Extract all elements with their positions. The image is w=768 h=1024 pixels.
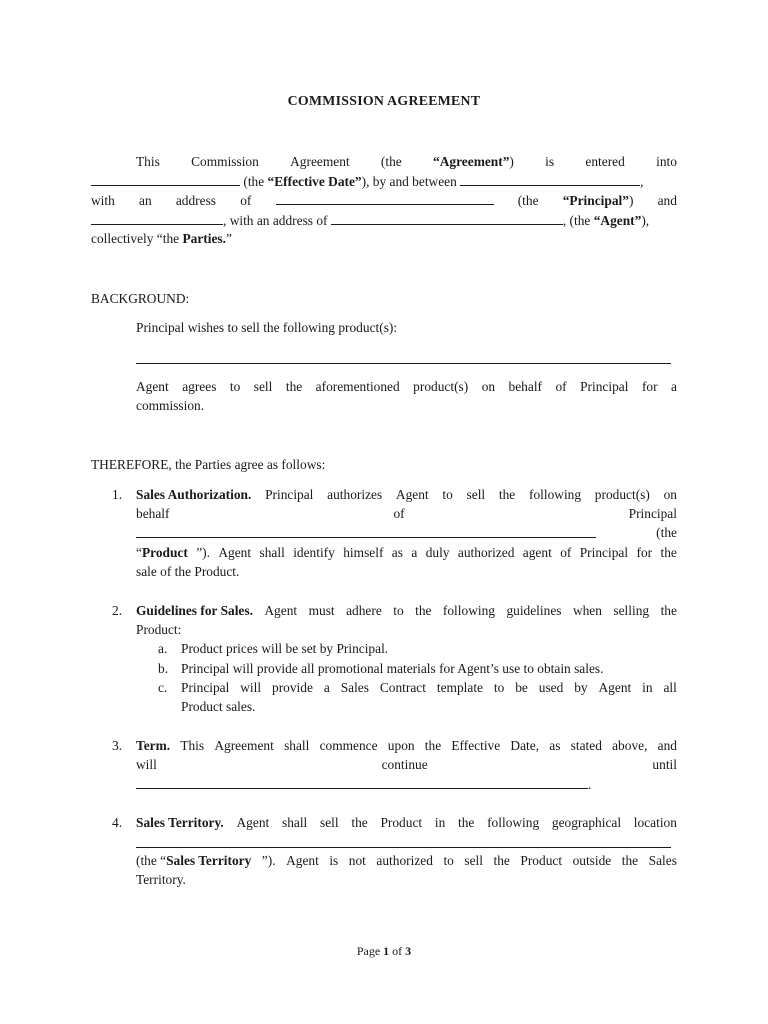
page-of: of — [392, 944, 403, 958]
word: to — [442, 487, 453, 502]
word: location — [633, 815, 677, 830]
page-total: 3 — [405, 944, 412, 958]
principal-address-blank[interactable] — [276, 191, 494, 205]
word: ”). — [196, 545, 210, 560]
parties-term: Parties. — [182, 231, 226, 246]
section-number: 2. — [112, 603, 123, 618]
word: adhere — [346, 603, 382, 618]
word: Contract — [379, 680, 426, 695]
word: Agent — [136, 379, 169, 394]
word: authorizes — [327, 487, 383, 502]
word: selling — [613, 603, 650, 618]
intro-line-5 — [91, 230, 232, 248]
principal-term: “Principal”) — [562, 193, 634, 208]
agent-pre: , (the — [562, 213, 591, 228]
word: for — [641, 379, 658, 394]
word: Sales — [648, 853, 677, 868]
word: be — [515, 680, 528, 695]
word: agrees — [182, 379, 217, 394]
eff-post: ), by and between — [361, 174, 457, 189]
intro-word: an — [139, 193, 152, 208]
word: for — [636, 545, 653, 560]
word: of — [393, 506, 405, 521]
section-3-line-2 — [136, 756, 677, 774]
section-4-line-3 — [136, 852, 677, 870]
word: the — [415, 603, 432, 618]
word: product(s) — [413, 379, 469, 394]
word: stated — [570, 738, 602, 753]
section-heading: Guidelines for Sales. — [136, 603, 253, 618]
product-term: “Product — [136, 545, 188, 560]
word: and — [657, 738, 677, 753]
word: on — [481, 379, 496, 394]
parties-post: ” — [225, 231, 232, 246]
word: to — [393, 603, 404, 618]
word: Principal — [181, 680, 230, 695]
intro-line-1 — [136, 153, 677, 171]
page-footer — [0, 944, 768, 959]
intro-word: with — [91, 193, 115, 208]
word: identify — [293, 545, 335, 560]
word: as — [549, 738, 561, 753]
word: following — [487, 815, 540, 830]
word: the — [285, 379, 303, 394]
list-marker: b. — [158, 661, 169, 676]
word: not — [348, 853, 366, 868]
list-item-continuation: Product sales. — [181, 699, 256, 714]
word: Agent — [598, 680, 632, 695]
word: product(s) — [594, 487, 650, 502]
intro-word: (the — [380, 154, 402, 169]
word: agent — [522, 545, 552, 560]
section-2-line-1 — [136, 602, 677, 620]
section-2-line-2: Product: — [136, 622, 182, 637]
word: the — [621, 853, 639, 868]
section-1-line-4 — [136, 544, 677, 562]
word: the — [351, 815, 368, 830]
word: sell — [464, 853, 483, 868]
party-blank[interactable] — [460, 172, 640, 186]
intro-word: Agreement — [290, 154, 350, 169]
word: Principal — [580, 379, 629, 394]
list-item — [181, 679, 677, 697]
word: Principal — [265, 487, 314, 502]
agent-name-blank[interactable] — [91, 211, 223, 225]
word: of — [555, 379, 567, 394]
agent-mid: , with an address of — [223, 213, 328, 228]
word: sell — [320, 815, 339, 830]
document-title: COMMISSION AGREEMENT — [287, 93, 481, 108]
section-1-line-5: sale of the Product. — [136, 564, 240, 579]
intro-word: entered — [585, 154, 625, 169]
section-heading: Term. — [136, 738, 171, 753]
word: authorized — [376, 853, 433, 868]
list-item: Product prices will be set by Principal. — [181, 641, 389, 656]
background-agent-line-2: commission. — [136, 398, 205, 413]
intro-word: is — [545, 154, 555, 169]
section-1-line-2 — [136, 505, 677, 523]
word: the — [493, 853, 510, 868]
background-agent-line-1 — [136, 378, 677, 396]
intro-word: and — [657, 193, 677, 208]
comma: , — [640, 174, 644, 189]
territory-blank[interactable] — [136, 847, 671, 848]
word: ”). — [261, 853, 276, 868]
word: provide — [272, 680, 313, 695]
word: by — [574, 680, 588, 695]
word: authorized — [457, 545, 515, 560]
word: continue — [381, 757, 428, 772]
word: will — [136, 757, 157, 772]
intro-word: Commission — [191, 154, 259, 169]
word: Principal — [628, 506, 677, 521]
word: the — [424, 738, 442, 753]
section-3-line-1 — [136, 737, 677, 755]
word: when — [572, 603, 602, 618]
word: a — [411, 545, 418, 560]
intro-line-3 — [91, 191, 677, 210]
word: himself — [343, 545, 384, 560]
word: Agent — [286, 853, 319, 868]
word: sell — [253, 379, 273, 394]
term-end-blank[interactable] — [136, 775, 588, 789]
word: commence — [319, 738, 378, 753]
section-number: 4. — [112, 815, 123, 830]
section-heading: Sales Territory. — [136, 815, 224, 830]
word: outside — [572, 853, 612, 868]
word: Product — [520, 853, 563, 868]
agent-post: ), — [641, 213, 650, 228]
word: shall — [259, 545, 285, 560]
word: Agent — [236, 815, 270, 830]
list-marker: c. — [158, 680, 168, 695]
word: in — [434, 815, 446, 830]
word: following — [528, 487, 582, 502]
intro-line-2 — [91, 172, 677, 191]
word: to — [493, 680, 505, 695]
period: . — [588, 777, 592, 792]
word: is — [329, 853, 339, 868]
word: to — [443, 853, 454, 868]
intro-word: into — [656, 154, 677, 169]
agreement-term: “Agreement”) — [433, 154, 514, 169]
word: Agent — [218, 545, 252, 560]
word: in — [642, 680, 653, 695]
section-1-line-1 — [136, 486, 677, 504]
intro-word: This — [136, 154, 160, 169]
word: duly — [425, 545, 450, 560]
word: sell — [466, 487, 486, 502]
the-word: (the — [656, 525, 677, 540]
word: guidelines — [506, 603, 562, 618]
word: Date, — [510, 738, 540, 753]
word: aforementioned — [315, 379, 400, 394]
section-heading: Sales Authorization. — [136, 487, 252, 502]
word: used — [538, 680, 564, 695]
page-word: Page — [356, 944, 381, 958]
word: Effective — [451, 738, 501, 753]
eff-pre: (the — [243, 174, 265, 189]
word: upon — [387, 738, 415, 753]
agent-term: “Agent” — [593, 213, 642, 228]
word: the — [498, 487, 516, 502]
intro-word: of — [240, 193, 252, 208]
word: Agent — [395, 487, 429, 502]
word: the — [458, 815, 475, 830]
word: all — [663, 680, 677, 695]
word: must — [308, 603, 335, 618]
section-3-line-3 — [136, 775, 591, 794]
intro-word: (the — [517, 193, 539, 208]
word: the — [660, 545, 677, 560]
agent-address-blank[interactable] — [331, 211, 563, 225]
word: will — [240, 680, 262, 695]
word: a — [671, 379, 677, 394]
word: as — [391, 545, 403, 560]
page-current: 1 — [383, 944, 390, 958]
list-item: Principal will provide all promotional materials for Agent’s use to obtain sales. — [181, 661, 604, 676]
word: Agent — [264, 603, 298, 618]
list-marker: a. — [158, 641, 168, 656]
word: above, — [612, 738, 648, 753]
product-blank[interactable] — [136, 524, 596, 538]
word: Sales — [340, 680, 369, 695]
therefore-line: THEREFORE, the Parties agree as follows: — [91, 457, 326, 472]
territory-term: (the “Sales Territory — [136, 853, 252, 868]
parties-pre: collectively “the — [91, 231, 180, 246]
background-heading: BACKGROUND: — [91, 291, 190, 306]
word: Principal — [579, 545, 629, 560]
word: of — [560, 545, 572, 560]
effective-date-term: “Effective Date” — [267, 174, 362, 189]
section-number: 3. — [112, 738, 123, 753]
word: the — [660, 603, 677, 618]
word: template — [436, 680, 483, 695]
intro-word: address — [175, 193, 216, 208]
word: a — [323, 680, 330, 695]
products-blank[interactable] — [136, 363, 671, 364]
word: Agreement — [214, 738, 274, 753]
word: until — [652, 757, 677, 772]
section-4-line-4: Territory. — [136, 872, 186, 887]
date-blank[interactable] — [91, 172, 240, 186]
word: behalf — [136, 506, 170, 521]
section-1-line-3 — [136, 524, 677, 543]
word: shall — [281, 815, 308, 830]
section-number: 1. — [112, 487, 123, 502]
word: shall — [284, 738, 310, 753]
word: geographical — [551, 815, 622, 830]
word: This — [180, 738, 205, 753]
word: to — [229, 379, 241, 394]
word: following — [442, 603, 495, 618]
word: on — [663, 487, 677, 502]
section-4-line-1 — [136, 814, 677, 832]
word: behalf — [508, 379, 543, 394]
word: Product — [380, 815, 423, 830]
background-products-line: Principal wishes to sell the following product(s): — [136, 320, 398, 335]
intro-line-4 — [91, 211, 677, 230]
